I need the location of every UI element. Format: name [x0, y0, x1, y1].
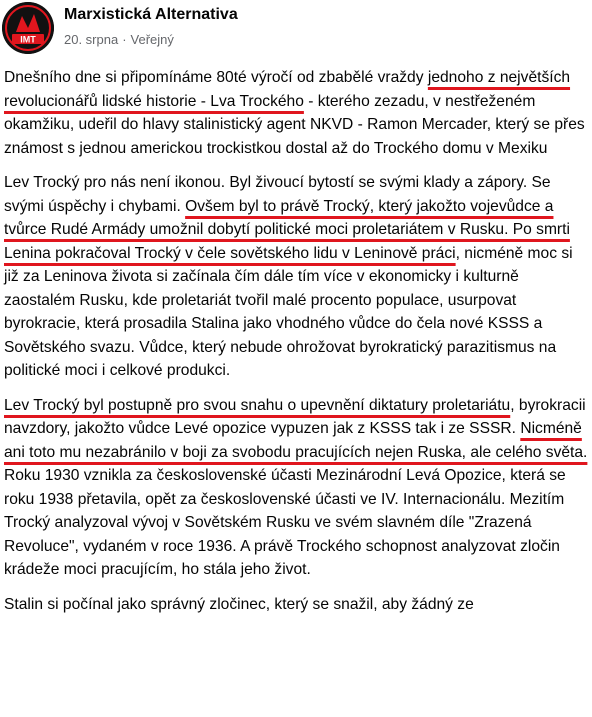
p2-text-end: , nicméně moc si již za Leninova života si začínala čím dále tím více v ekonomicky i kulturně zaostalém Rusku, kde proletariát tvořil malé procento populace, usurpovat byrokracie, která prosadila Stalina jako vhodného vůdce do čela nové KSSS a Sovětského svazu. Vůdce, který nebude ohrožovat byrokratický parazitismus na politické moci i celkové produkci. [4, 244, 573, 379]
post-text [4, 66, 588, 627]
visibility-label: Veřejný [130, 32, 174, 47]
p2-text: Lev Trocký pro nás není ikonou. Byl živoucí bytostí se svými klady a zápory. Se svými úspěchy i chybami. [4, 174, 551, 215]
p1-text: Dnešního dne si připomínáme 80té výročí od zbabělé vraždy [4, 69, 428, 86]
p1-text-end: - kterého zezadu, v nestřeženém okamžiku, udeřil do hlavy stalinistický agent NKVD - Ramon Mercader, který se přes známost s jednou americkou trockistkou dostal až do Trockého domu v Mexiku [4, 92, 585, 157]
svg-text:IMT: IMT [20, 34, 36, 45]
p3-text: , byrokracii navzdory, jakožto vůdce Levé opozice vypuzen jak z KSSS tak i ze SSSR. [4, 396, 586, 437]
p3-highlight-2: Nicméně ani toto mu nezabránilo v boji za svobodu pracujících nejen Ruska, ale celého světa. [4, 420, 588, 461]
p3-text-end: Roku 1930 vznikla za československé účasti Mezinárodní Levá Opozice, která se roku 1938 přetavila, opět za československé účasti ve IV. Internacionálu. Mezitím Trocký analyzoval vývoj v Sovětském Rusku ve svém slavném díle "Zrazená Revoluce", vydaném v roce 1936. A právě Trockého schopnost analyzovat zločin krádeže moci pracujícím, ho stála jeho život. [4, 467, 566, 578]
p3-highlight-1: Lev Trocký byl postupně pro svou snahu o upevnění diktatury proletariátu [4, 396, 511, 414]
page-name-link[interactable]: Marxistická Alternativa [64, 6, 238, 23]
p1-highlight: jednoho z největších revolucionářů lidské historie - Lva Trockého [4, 69, 571, 110]
paragraph-3 [4, 394, 588, 582]
post-meta [64, 32, 174, 47]
imt-logo-icon [2, 2, 54, 54]
post-header [0, 0, 592, 62]
paragraph-4: Stalin si počínal jako správný zločinec, který se snažil, aby žádný ze [4, 595, 474, 613]
page-avatar[interactable] [2, 2, 54, 54]
post-date[interactable]: 20. srpna [64, 32, 119, 47]
paragraph-1 [4, 66, 588, 160]
p2-highlight: Ovšem byl to právě Trocký, který jakožto vojevůdce a tvůrce Rudé Armády umožnil dobytí politické moci proletariátem v Rusku. Po smrti Lenina pokračoval Trocký v čele sovětského lidu v Leninově práci [4, 197, 570, 262]
paragraph-2 [4, 171, 588, 383]
meta-separator: · [122, 32, 127, 47]
